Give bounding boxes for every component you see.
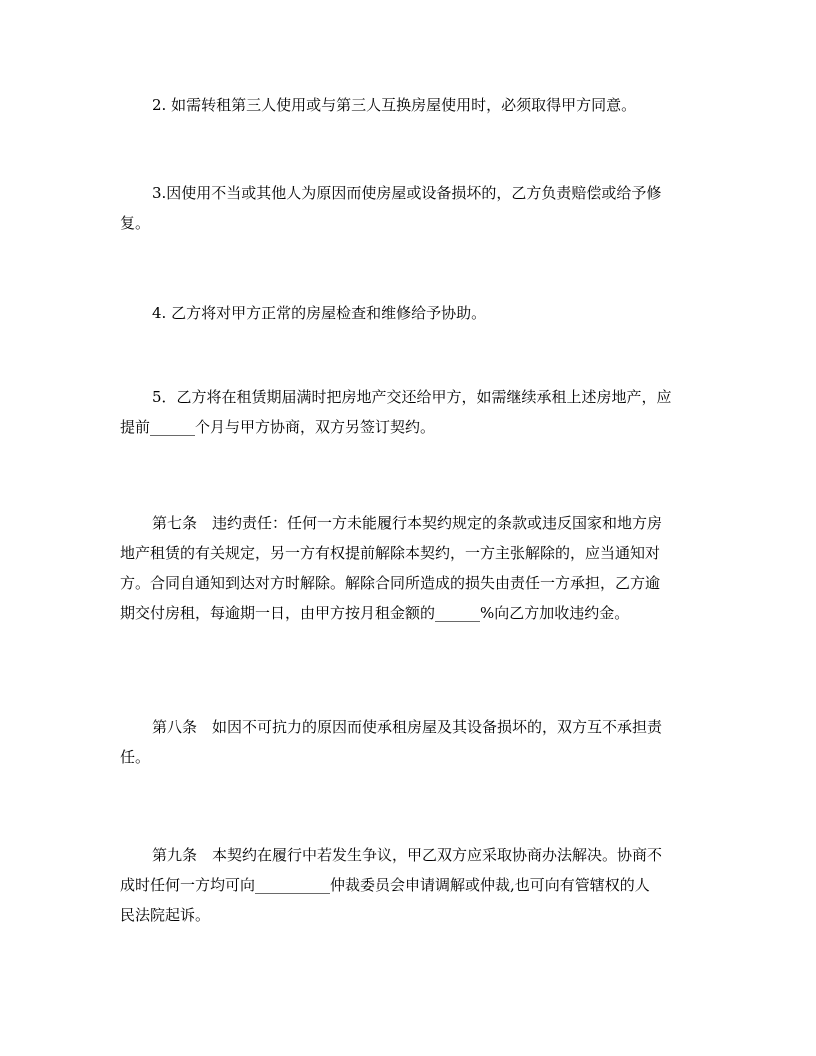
paragraph-text: 提前______个月与甲方协商，双方另签订契约。 [120, 418, 436, 436]
paragraph-line [120, 298, 700, 328]
paragraph-text: 方。合同自通知到达对方时解除。解除合同所造成的损失由责任一方承担，乙方逾 [120, 574, 661, 592]
paragraph-text: 地产租赁的有关规定，另一方有权提前解除本契约，一方主张解除的，应当通知对 [120, 544, 661, 562]
paragraph-item-4 [120, 298, 700, 328]
paragraph-line [120, 412, 700, 442]
paragraph-item-5 [120, 382, 700, 442]
paragraph-line [120, 712, 700, 742]
paragraph-line [120, 742, 700, 772]
paragraph-text: 4. 乙方将对甲方正常的房屋检查和维修给予协助。 [152, 304, 487, 322]
paragraph-article-8 [120, 712, 700, 772]
paragraph-text: 期交付房租，每逾期一日，由甲方按月租金额的______%向乙方加收违约金。 [120, 604, 630, 622]
paragraph-line [120, 178, 700, 208]
paragraph-text: 第七条 违约责任：任何一方未能履行本契约规定的条款或违反国家和地方房 [152, 514, 663, 532]
paragraph-text: 成时任何一方均可向__________仲裁委员会申请调解或仲裁,也可向有管辖权的人 [120, 876, 650, 894]
paragraph-line [120, 382, 700, 412]
paragraph-text: 复。 [120, 214, 151, 232]
paragraph-text: 2. 如需转租第三人使用或与第三人互换房屋使用时，必须取得甲方同意。 [152, 96, 637, 114]
paragraph-line [120, 598, 700, 628]
paragraph-line [120, 538, 700, 568]
paragraph-item-2 [120, 90, 700, 120]
paragraph-line [120, 840, 700, 870]
paragraph-line [120, 900, 700, 930]
paragraph-text: 第八条 如因不可抗力的原因而使承租房屋及其设备损坏的，双方互不承担责 [152, 718, 663, 736]
paragraph-item-3 [120, 178, 700, 238]
paragraph-line [120, 568, 700, 598]
paragraph-line [120, 508, 700, 538]
paragraph-text: 第九条 本契约在履行中若发生争议，甲乙双方应采取协商办法解决。协商不 [152, 846, 663, 864]
paragraph-article-9 [120, 840, 700, 930]
paragraph-line [120, 208, 700, 238]
paragraph-article-7 [120, 508, 700, 628]
paragraph-text: 民法院起诉。 [120, 906, 211, 924]
paragraph-text: 5．乙方将在租赁期届满时把房地产交还给甲方，如需继续承租上述房地产，应 [152, 388, 672, 406]
paragraph-line [120, 870, 700, 900]
paragraph-text: 任。 [120, 748, 151, 766]
paragraph-line [120, 90, 700, 120]
paragraph-text: 3.因使用不当或其他人为原因而使房屋或设备损坏的，乙方负责赔偿或给予修 [152, 184, 662, 202]
